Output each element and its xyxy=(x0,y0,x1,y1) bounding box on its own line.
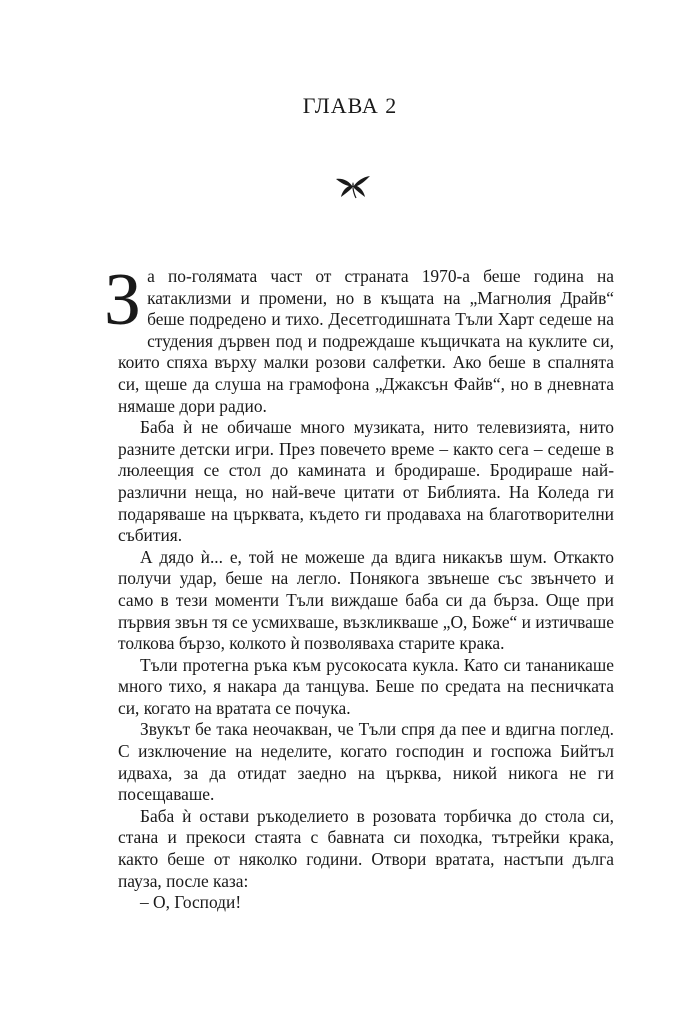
paragraph: Тъли протегна ръка към русокосата кукла. Като си тананикаше много тихо, я накара да танцува. Беше по средата на песничката си, когато на вратата се почука. xyxy=(118,654,614,718)
chapter-body xyxy=(104,259,614,914)
chapter-title: ГЛАВА 2 xyxy=(302,93,398,118)
paragraph: Звукът бе така неочакван, че Тъли спря да пее и вдигна поглед. С изключение на неделите, когато господин и госпожа Бийтъл идваха, за да отидат заедно на църква, никой никога не ги посещаваше. xyxy=(118,719,614,805)
leaf-sprig-ornament-icon xyxy=(335,173,371,199)
paragraph-text: а по-голямата част от страната 1970-а беше година на катаклизми и промени, но в къщата на „Магнолия Драйв“ беше подредено и тихо. Десетгодишната Тъли Харт седеше на студения дървен под и подреждаше къщичката на куклите си, които спяха върху малки розови салфетки. Ако беше в спалнята си, щеше да слуша на грамофона „Джаксън Файв“, но в дневната нямаше дори радио. xyxy=(118,266,614,416)
paragraph xyxy=(104,259,614,417)
paragraph: – О, Господи! xyxy=(140,892,242,913)
paragraph: Баба ѝ не обичаше много музиката, нито телевизията, нито разните детски игри. През повечето време – както сега – седеше в люлеещия се стол до камината и бродираше. Бродираше най-различни неща, но най-вече цитати от Библията. На Коледа ги подаряваше на църквата, където ги продаваха на благотворителни събития. xyxy=(118,417,614,546)
paragraph: Баба ѝ остави ръкоделието в розовата торбичка до стола си, стана и прекоси стаята с бавната си походка, тътрейки крака, както беше от няколко години. Отвори вратата, настъпи дълга пауза, после каза: xyxy=(118,805,614,891)
paragraph: А дядо ѝ... е, той не можеше да вдига никакъв шум. Откакто получи удар, беше на легло. Понякога звънеше със звънчето и само в тези моменти Тъли виждаше баба си да бърза. Още при първия звън тя се усмихваше, възкликваше „О, Боже“ и изтичваше толкова бързо, колкото ѝ позволяваха старите крака. xyxy=(118,546,614,654)
drop-cap: З xyxy=(104,259,142,341)
